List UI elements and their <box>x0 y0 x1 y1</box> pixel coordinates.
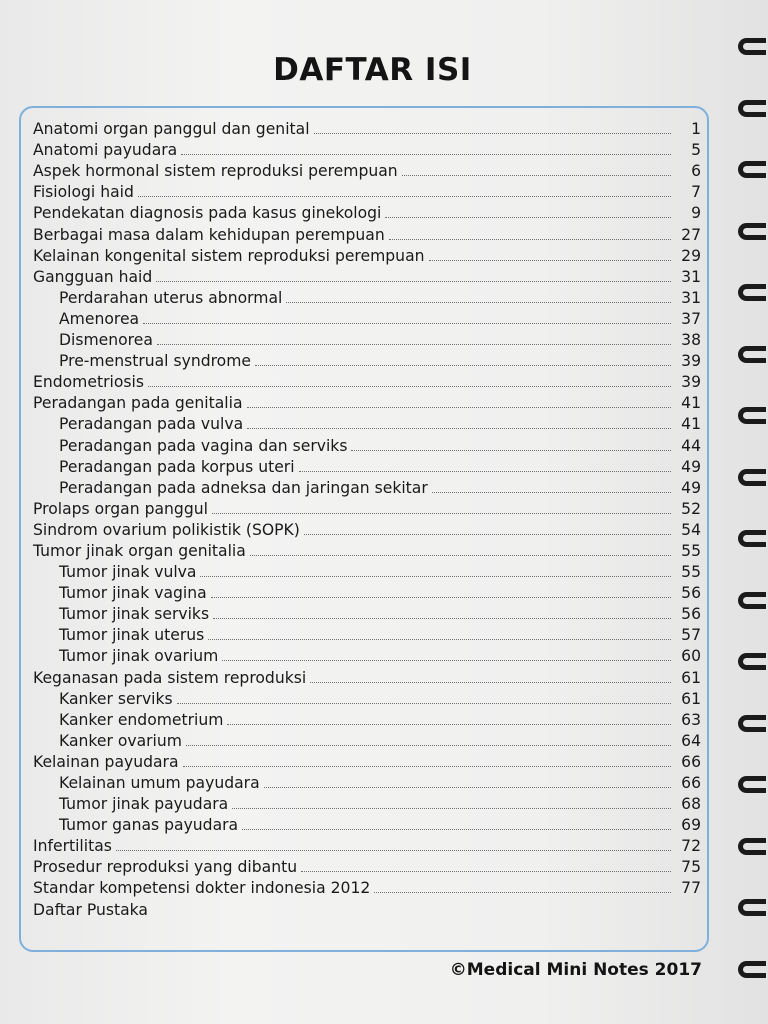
toc-entry <box>33 391 705 412</box>
toc-entry-page: 49 <box>681 478 701 497</box>
toc-entry <box>33 518 705 539</box>
toc-entry <box>33 117 705 138</box>
toc-entry-page: 29 <box>681 246 701 265</box>
toc-entry-label: Kelainan payudara <box>33 752 179 771</box>
toc-entry-label: Peradangan pada adneksa dan jaringan sekitar <box>59 478 428 497</box>
toc-entry-label: Perdarahan uterus abnormal <box>59 288 283 307</box>
toc-entry-page: 56 <box>681 605 701 624</box>
toc-dot-leader <box>351 450 671 451</box>
toc-entry-label: Peradangan pada vagina dan serviks <box>59 436 348 455</box>
toc-entry-label: Aspek hormonal sistem reproduksi perempuan <box>33 162 398 181</box>
toc-entry-page: 61 <box>681 668 701 687</box>
toc-dot-leader <box>177 703 671 704</box>
toc-entry-label: Kelainan umum payudara <box>59 774 260 792</box>
spiral-binding <box>734 28 768 1008</box>
toc-entry-label: Daftar Pustaka <box>33 900 148 919</box>
toc-entry-label: Kanker endometrium <box>59 710 224 729</box>
toc-entry-page: 69 <box>681 816 701 835</box>
spiral-ring <box>738 715 766 732</box>
toc-entry-label: Peradangan pada genitalia <box>33 394 243 413</box>
toc-entry-page: 64 <box>681 731 701 750</box>
toc-entry-page: 38 <box>681 331 701 350</box>
toc-dot-leader <box>208 639 671 640</box>
toc-entry-page: 68 <box>681 795 701 814</box>
toc-entry <box>33 307 705 328</box>
toc-entry <box>33 708 705 729</box>
toc-dot-leader <box>389 239 671 240</box>
toc-dot-leader <box>157 344 671 345</box>
toc-entry <box>33 265 705 286</box>
toc-entry-label: Kelainan kongenital sistem reproduksi perempuan <box>33 246 425 265</box>
toc-entry <box>33 539 705 560</box>
toc-dot-leader <box>432 492 671 493</box>
toc-entry <box>33 855 705 876</box>
toc-entry <box>33 497 705 518</box>
toc-entry <box>33 644 705 665</box>
toc-entry-page: 72 <box>681 837 701 856</box>
toc-entry-label: Berbagai masa dalam kehidupan perempuan <box>33 225 385 244</box>
toc-entry-label: Infertilitas <box>33 837 112 856</box>
toc-dot-leader <box>247 428 671 429</box>
toc-entry-page: 56 <box>681 584 701 603</box>
spiral-ring <box>738 530 766 547</box>
spiral-ring <box>738 161 766 178</box>
toc-dot-leader <box>242 829 671 830</box>
toc-entry-page: 57 <box>681 626 701 645</box>
toc-entry-page: 60 <box>681 647 701 666</box>
toc-entry <box>33 792 705 813</box>
toc-entry-label: Tumor jinak payudara <box>59 795 229 814</box>
toc-entry-page: 37 <box>681 309 701 328</box>
toc-entry-label: Tumor jinak ovarium <box>59 647 219 666</box>
toc-entry-label: Peradangan pada korpus uteri <box>59 457 295 476</box>
toc-entry-page: 31 <box>681 267 701 286</box>
toc-entry-label: Fisiologi haid <box>33 183 134 202</box>
copyright-footer: ©Medical Mini Notes 2017 <box>449 960 702 980</box>
toc-dot-leader <box>299 471 671 472</box>
spiral-ring <box>738 838 766 855</box>
toc-entry-label: Tumor ganas payudara <box>59 816 239 835</box>
toc-entry-label: Dismenorea <box>59 331 153 350</box>
toc-entry-page: 75 <box>681 858 701 877</box>
toc-entry <box>33 433 705 454</box>
toc-entry-page: 41 <box>681 394 701 413</box>
toc-entry <box>33 665 705 686</box>
toc-entry <box>33 771 705 792</box>
toc-entry-label: Keganasan pada sistem reproduksi <box>33 668 307 687</box>
toc-dot-leader <box>138 196 671 197</box>
toc-dot-leader <box>183 766 671 767</box>
toc-entry-page: 41 <box>681 415 701 434</box>
spiral-ring <box>738 223 766 240</box>
toc-entry-page: 63 <box>681 710 701 729</box>
toc-entry <box>33 286 705 307</box>
toc-dot-leader <box>211 597 671 598</box>
toc-entry <box>33 834 705 855</box>
toc-entry-label: Pre-menstrual syndrome <box>59 352 251 371</box>
toc-entry-label: Tumor jinak vagina <box>59 584 207 603</box>
toc-entry-label: Peradangan pada vulva <box>59 415 244 434</box>
toc-entry-label: Prolaps organ panggul <box>33 499 208 518</box>
toc-entry-label: Standar kompetensi dokter indonesia 2012 <box>33 879 371 898</box>
toc-entry-label: Tumor jinak serviks <box>59 605 210 624</box>
toc-dot-leader <box>181 154 671 155</box>
toc-dot-leader <box>314 133 671 134</box>
toc-dot-leader <box>310 682 671 683</box>
toc-entry-label: Endometriosis <box>33 373 144 392</box>
toc-entry-label: Prosedur reproduksi yang dibantu <box>33 858 298 877</box>
toc-entry-page: 39 <box>681 352 701 371</box>
toc-entry-page: 54 <box>681 520 701 539</box>
toc-entry <box>33 201 705 222</box>
toc-dot-leader <box>200 576 671 577</box>
toc-entry-label: Anatomi payudara <box>33 141 178 160</box>
toc-dot-leader <box>429 260 671 261</box>
toc-entry <box>33 729 705 750</box>
toc-dot-leader <box>212 513 671 514</box>
toc-dot-leader <box>286 302 671 303</box>
page-title: DAFTAR ISI <box>273 52 472 88</box>
toc-entry <box>33 581 705 602</box>
toc-dot-leader <box>232 808 671 809</box>
toc-entry-page: 49 <box>681 457 701 476</box>
toc-entry-page: 39 <box>681 373 701 392</box>
toc-entry-label: Pendekatan diagnosis pada kasus ginekologi <box>33 204 382 223</box>
toc-dot-leader <box>247 407 671 408</box>
toc-entry <box>33 159 705 180</box>
spiral-ring <box>738 346 766 363</box>
toc-dot-leader <box>304 534 671 535</box>
toc-entry-label: Amenorea <box>59 309 140 328</box>
toc-entry-page: 77 <box>681 879 701 898</box>
toc-dot-leader <box>227 724 671 725</box>
toc-dot-leader <box>222 660 671 661</box>
toc-entry <box>33 687 705 708</box>
toc-dot-leader <box>264 787 671 788</box>
toc-entry-page: 52 <box>681 499 701 518</box>
toc-entry <box>33 476 705 497</box>
toc-entry-page: 9 <box>691 204 701 223</box>
toc-entry-page: 55 <box>681 541 701 560</box>
toc-entry-page: 6 <box>691 162 701 181</box>
toc-entry <box>33 412 705 433</box>
toc-entry-page: 1 <box>691 120 701 139</box>
toc-entry-label: Sindrom ovarium polikistik (SOPK) <box>33 520 300 539</box>
toc-entry-label: Kanker ovarium <box>59 731 182 750</box>
toc-entry-page: 5 <box>691 141 701 160</box>
toc-entry <box>33 244 705 265</box>
spiral-ring <box>738 653 766 670</box>
toc-dot-leader <box>116 850 671 851</box>
toc-dot-leader <box>186 745 671 746</box>
toc-dot-leader <box>148 386 671 387</box>
toc-entry-page: 31 <box>681 288 701 307</box>
toc-entry <box>33 560 705 581</box>
toc-list <box>33 117 705 919</box>
toc-entry-label: Tumor jinak organ genitalia <box>33 541 246 560</box>
spiral-ring <box>738 961 766 978</box>
spiral-ring <box>738 407 766 424</box>
toc-entry-page: 66 <box>681 774 701 792</box>
spiral-ring <box>738 100 766 117</box>
toc-dot-leader <box>143 323 671 324</box>
toc-entry-page: 44 <box>681 436 701 455</box>
toc-entry <box>33 623 705 644</box>
toc-entry <box>33 370 705 391</box>
toc-entry-label: Gangguan haid <box>33 267 153 286</box>
toc-entry <box>33 328 705 349</box>
spiral-ring <box>738 899 766 916</box>
toc-entry-label: Kanker serviks <box>59 689 173 708</box>
toc-entry <box>33 455 705 476</box>
toc-entry-page: 7 <box>691 183 701 202</box>
toc-dot-leader <box>402 175 671 176</box>
toc-entry <box>33 876 705 897</box>
toc-entry-page: 66 <box>681 752 701 771</box>
spiral-ring <box>738 38 766 55</box>
toc-entry <box>33 602 705 623</box>
toc-entry-label: Tumor jinak uterus <box>59 626 205 645</box>
spiral-ring <box>738 776 766 793</box>
toc-dot-leader <box>255 365 671 366</box>
toc-dot-leader <box>213 618 671 619</box>
toc-entry-page: 61 <box>681 689 701 708</box>
toc-dot-leader <box>385 217 671 218</box>
spiral-ring <box>738 469 766 486</box>
toc-entry-label: Tumor jinak vulva <box>59 563 197 582</box>
toc-entry <box>33 180 705 201</box>
toc-entry <box>33 222 705 243</box>
toc-entry <box>33 813 705 834</box>
spiral-ring <box>738 592 766 609</box>
toc-entry <box>33 897 705 918</box>
toc-entry-page: 27 <box>681 225 701 244</box>
toc-dot-leader <box>156 281 671 282</box>
toc-entry-label: Anatomi organ panggul dan genital <box>33 120 310 139</box>
spiral-ring <box>738 284 766 301</box>
toc-dot-leader <box>250 555 671 556</box>
toc-dot-leader <box>301 871 671 872</box>
toc-entry <box>33 750 705 771</box>
toc-entry <box>33 138 705 159</box>
toc-entry <box>33 349 705 370</box>
toc-entry-page: 55 <box>681 563 701 582</box>
toc-dot-leader <box>374 892 671 893</box>
